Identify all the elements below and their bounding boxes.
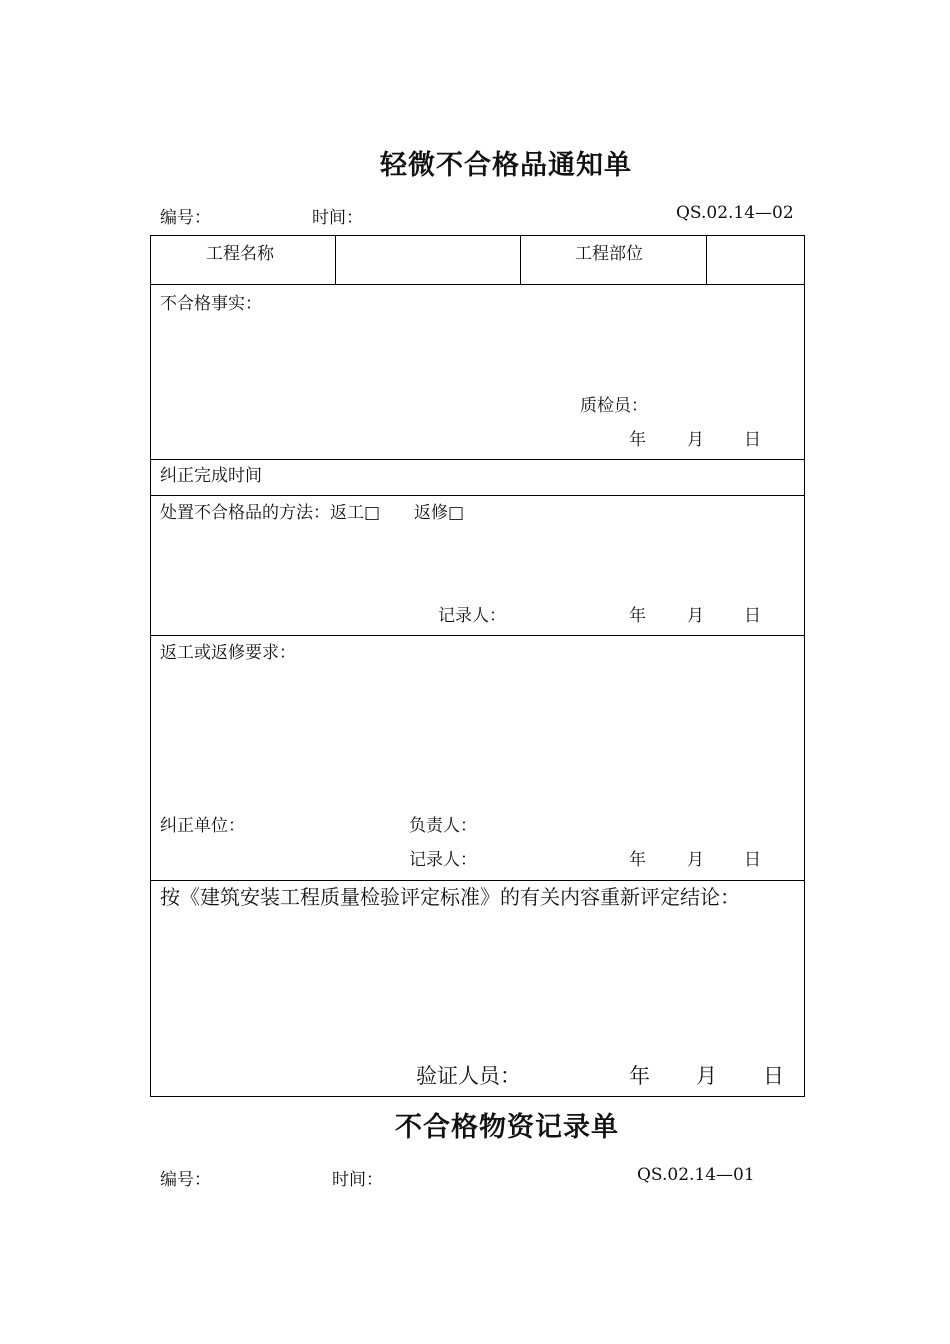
row-divider (151, 459, 804, 460)
date-month: 月 (696, 1064, 717, 1088)
record-title: 不合格物资记录单 (395, 1112, 619, 1143)
project-part-label: 工程部位 (575, 244, 643, 264)
person-in-charge-label: 负责人： (409, 816, 477, 836)
record-time-label: 时间： (332, 1170, 383, 1190)
col-divider (520, 236, 521, 284)
notice-table (150, 235, 805, 1097)
notice-time-label: 时间： (312, 208, 363, 228)
notice-form-code: QS.02.14—02 (676, 203, 794, 223)
date-month: 月 (687, 606, 704, 626)
row-divider (151, 495, 804, 496)
correction-time-label: 纠正完成时间 (160, 466, 262, 486)
correcting-unit-label: 纠正单位： (160, 816, 245, 836)
verifier-label: 验证人员： (416, 1064, 521, 1088)
date-year: 年 (629, 1064, 650, 1088)
date-day: 日 (744, 430, 761, 450)
date-day: 日 (744, 850, 761, 870)
date-month: 月 (687, 850, 704, 870)
col-divider (706, 236, 707, 284)
disposal-method-label: 处置不合格品的方法：返工□ 返修□ (160, 503, 465, 523)
row-divider (151, 635, 804, 636)
date-year: 年 (629, 850, 646, 870)
inspector-label: 质检员： (580, 396, 648, 416)
recorder-label: 记录人： (438, 606, 506, 626)
notice-title: 轻微不合格品通知单 (380, 150, 632, 181)
nonconformity-facts-label: 不合格事实： (160, 294, 262, 314)
date-day: 日 (763, 1064, 784, 1088)
date-year: 年 (629, 606, 646, 626)
row-divider (151, 284, 804, 285)
recorder-label: 记录人： (409, 850, 477, 870)
record-number-label: 编号： (160, 1170, 211, 1190)
project-name-label: 工程名称 (206, 244, 274, 264)
rework-requirements-label: 返工或返修要求： (160, 643, 296, 663)
record-form-code: QS.02.14—01 (637, 1165, 755, 1185)
date-day: 日 (744, 606, 761, 626)
reassessment-label: 按《建筑安装工程质量检验评定标准》的有关内容重新评定结论： (160, 885, 740, 909)
date-year: 年 (629, 430, 646, 450)
date-month: 月 (687, 430, 704, 450)
notice-number-label: 编号： (160, 208, 211, 228)
col-divider (335, 236, 336, 284)
